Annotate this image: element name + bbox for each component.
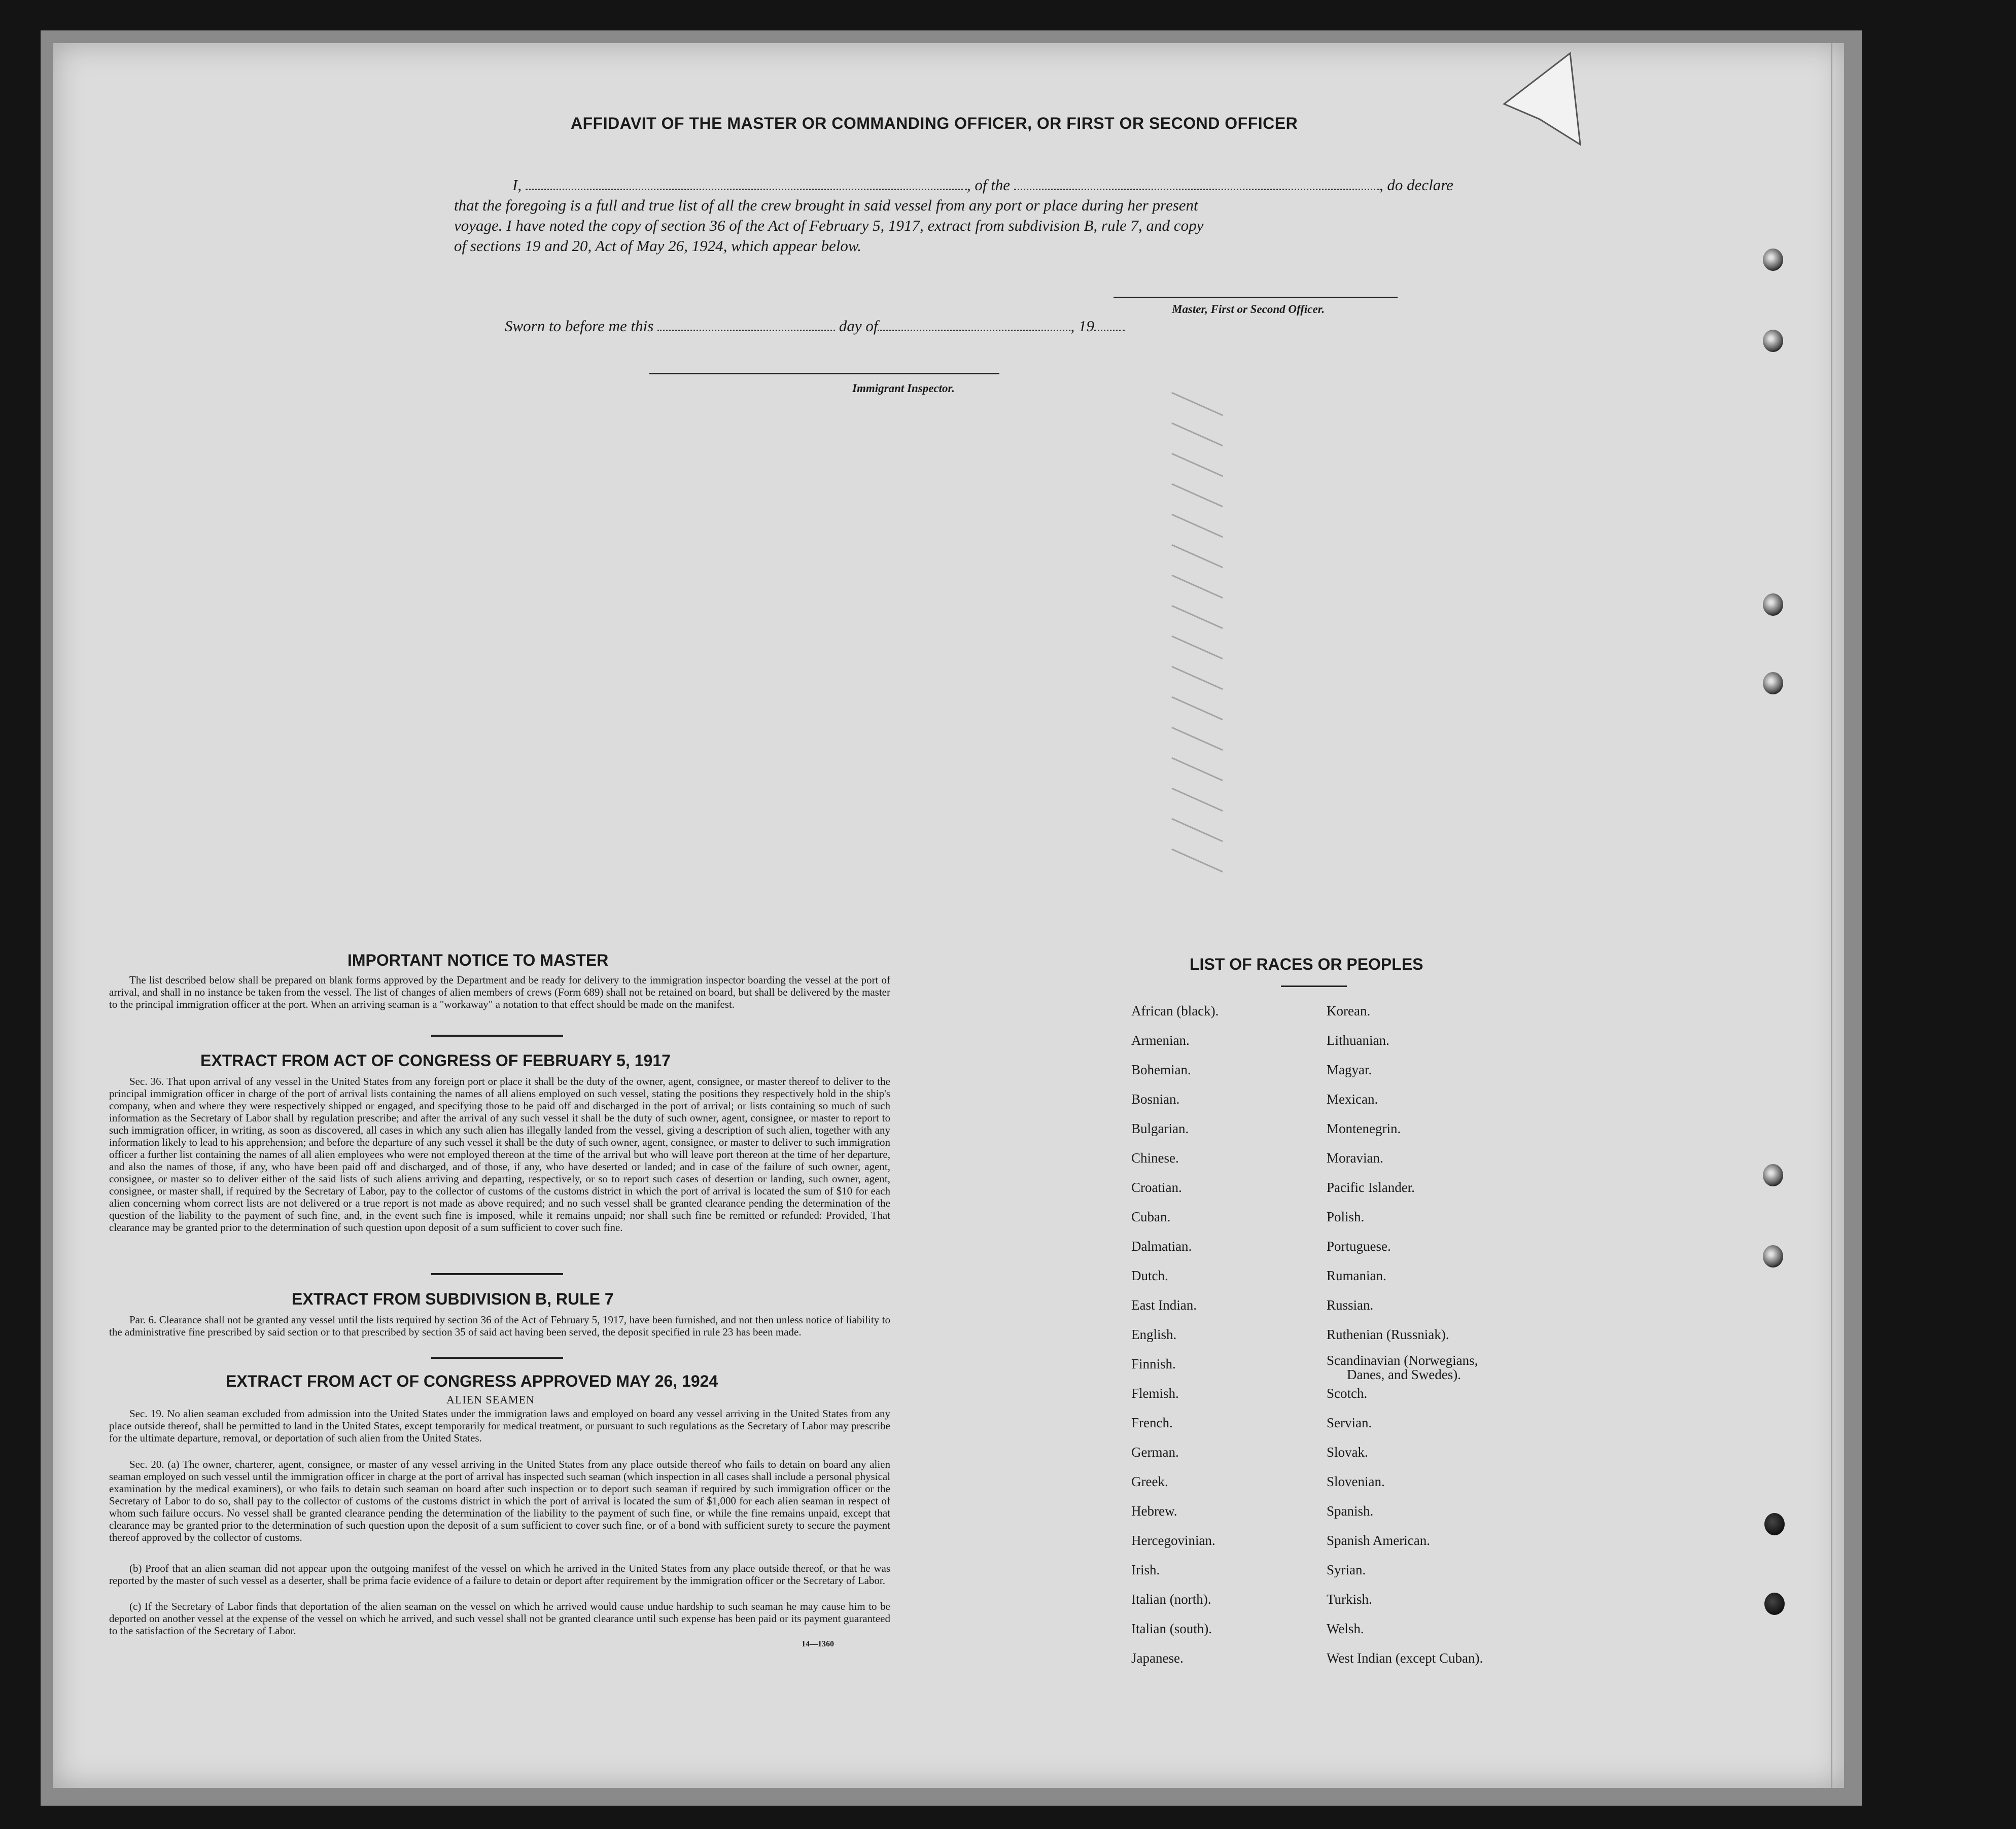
name-blank <box>526 189 967 190</box>
torn-corner-icon <box>1494 43 1595 160</box>
transfer-mark <box>1171 605 1223 629</box>
race-right: Scandinavian (Norwegians, <box>1327 1353 1478 1368</box>
transfer-mark <box>1171 514 1223 538</box>
race-left: Irish. <box>1131 1562 1160 1577</box>
rule7-text: Par. 6. Clearance shall not be granted any vessel until the lists required by section 36 of the Act of February 5, 1917, have been furnished, and not then unless notice of liability to the administrative fine prescribed by said section or to that prescribed by section 35 of said act having been served, the deposit specified in rule 23 has been made. <box>109 1314 890 1338</box>
race-left: Croatian. <box>1131 1180 1182 1195</box>
master-signature-line <box>1114 297 1398 298</box>
affidavit-i: I, <box>512 176 522 194</box>
affidavit-title: AFFIDAVIT OF THE MASTER OR COMMANDING OFFICER, OR FIRST OR SECOND OFFICER <box>571 114 1298 132</box>
extract-1917-text: Sec. 36. That upon arrival of any vessel in the United States from any foreign port or place it shall be the duty of the owner, agent, consignee, or master thereof to deliver to the principal immigration officer in charge of the port of arrival lists containing the names of all aliens employed on such vessel, stating the positions they respectively hold in the ship's company, when and where they were respectively shipped or engaged, and specifying those to be paid off and discharged in the port of arrival; or lists containing so much of such information as the Secretary of Labor shall by regulation prescribe; and after the arrival of any such vessel it shall be the duty of such owner, agent, consignee, or master to report to such immigration officer, in writing, as soon as discovered, all cases in which any such alien has illegally landed from the vessel, giving a description of such alien, together with any information likely to lead to his apprehension; and before the departure of any such vessel it shall be the duty of such owner, agent, consignee, or master to deliver to such immigration officer a further list containing the names of all alien employees who were not employed thereon at the time of the arrival but who will leave port thereon at the time of her departure, and also the names of those, if any, who have been paid off and discharged, and of those, if any, who have deserted or landed; and in case of the failure of such owner, agent, consignee, or master so to deliver either of the said lists of such aliens arriving and departing, respectively, or so to report such cases of desertion or landing, such owner, agent, consignee, or master shall, if required by the Secretary of Labor, pay to the collector of customs of the customs district in which the port of arrival is located the sum of $10 for each alien concerning whom correct lists are not delivered or a true report is not made as above required; and no such vessel shall be granted clearance pending the determination of the question of the liability to the payment of such fine, and, in the event such fine is imposed, while it remains unpaid; nor shall such fine be remitted or refunded: Provided, That clearance may be granted prior to the determination of such question upon deposit of a sum sufficient to cover such fine. <box>109 1075 890 1234</box>
transfer-mark <box>1171 636 1223 659</box>
transfer-mark <box>1171 666 1223 690</box>
sec-19-text: Sec. 19. No alien seaman excluded from admission into the United States under the immigration laws and employed on board any vessel arriving in the United States from any place outside thereof, shall be permitted to land in the United States, except temporarily for medical treatment, or pursuant to such regulations as the Secretary of Labor may prescribe for the ultimate departure, removal, or deportation of such alien from the United States. <box>109 1408 890 1444</box>
sworn-month-blank <box>878 330 1070 331</box>
race-right: Russian. <box>1327 1297 1374 1313</box>
race-left: East Indian. <box>1131 1297 1197 1313</box>
divider <box>431 1273 563 1275</box>
sheet-edge <box>1831 43 1832 1788</box>
race-right: Welsh. <box>1327 1621 1364 1636</box>
notice-text: The list described below shall be prepared on blank forms approved by the Department and be ready for delivery to the immigration inspector boarding the vessel at the port of arrival, and shall in no instance be taken from the vessel. The list of changes of alien members of crews (Form 689) shall not be retained on board, but shall be delivered by the master to the principal immigration officer at the port. When an arriving seaman is a "workaway" a notation to that effect should be made on the manifest. <box>109 974 890 1010</box>
sworn-year: , 19 <box>1070 317 1094 335</box>
race-left: Cuban. <box>1131 1209 1171 1224</box>
punch-hole <box>1763 330 1783 352</box>
sworn-prefix: Sworn to before me this <box>505 317 654 335</box>
race-right: Moravian. <box>1327 1150 1383 1166</box>
affidavit-declare: , do declare <box>1379 176 1453 194</box>
transfer-mark <box>1171 423 1223 446</box>
race-left: Bosnian. <box>1131 1092 1180 1107</box>
sec-20a-text: Sec. 20. (a) The owner, charterer, agent, consignee, or master of any vessel arriving in the United States from any place outside thereof who fails to detain on board any alien seaman employed on such vessel until the immigration officer in charge at the port of arrival has inspected such seaman (which inspection in all cases shall include a personal physical examination by the medical examiners), or who fails to detain such seaman on board after such inspection or to deport such seaman if required by such immigration officer or the Secretary of Labor to do so, shall pay to the collector of customs of the customs district in which the port of arrival is located the sum of $1,000 for each alien seaman in respect of whom such failure occurs. No vessel shall be granted clearance pending the determination of the liability to the payment of such fine, or while the fine remains unpaid, except that clearance may be granted prior to the determination of such question upon the deposit of a sum sufficient to cover such fine, or of a bond with sufficient surety to secure the payment thereof approved by the collector of customs. <box>109 1458 890 1543</box>
race-left: Bulgarian. <box>1131 1121 1189 1136</box>
punch-hole <box>1763 593 1783 616</box>
race-left: Bohemian. <box>1131 1062 1191 1077</box>
race-right: Portuguese. <box>1327 1239 1391 1254</box>
race-right: Korean. <box>1327 1003 1371 1018</box>
race-right: Polish. <box>1327 1209 1365 1224</box>
race-left: African (black). <box>1131 1003 1219 1018</box>
race-right: Ruthenian (Russniak). <box>1327 1327 1449 1342</box>
punch-hole <box>1763 249 1783 271</box>
race-right: Pacific Islander. <box>1327 1180 1415 1195</box>
race-left: Hercegovinian. <box>1131 1533 1215 1548</box>
punch-hole <box>1763 672 1783 694</box>
notice-title: IMPORTANT NOTICE TO MASTER <box>347 951 609 969</box>
races-divider <box>1281 986 1347 987</box>
rule7-title: EXTRACT FROM SUBDIVISION B, RULE 7 <box>292 1290 614 1308</box>
race-left: Hebrew. <box>1131 1503 1177 1519</box>
transfer-mark <box>1171 453 1223 477</box>
punch-hole <box>1764 1593 1785 1615</box>
race-right: Slovenian. <box>1327 1474 1385 1489</box>
race-left: Italian (south). <box>1131 1621 1212 1636</box>
alien-seamen-subtitle: ALIEN SEAMEN <box>446 1393 535 1406</box>
affidavit-of-the: , of the <box>966 176 1011 194</box>
race-right: Scotch. <box>1327 1386 1368 1401</box>
race-right: Montenegrin. <box>1327 1121 1401 1136</box>
transfer-mark <box>1171 788 1223 812</box>
sec-20c-text: (c) If the Secretary of Labor finds that deportation of the alien seaman on the vessel on which he arrived would cause undue hardship to such seaman he may cause him to be deported on another vessel at the expense of the vessel on which he arrived, and such vessel shall not be granted clearance until such expense has been paid or its payment guaranteed to the satisfaction of the Secretary of Labor. <box>109 1600 890 1637</box>
race-right: Syrian. <box>1327 1562 1366 1577</box>
sworn-line <box>505 317 1125 335</box>
master-signature-caption: Master, First or Second Officer. <box>1172 303 1325 315</box>
extract-1924-title: EXTRACT FROM ACT OF CONGRESS APPROVED MAY 26, 1924 <box>226 1372 718 1390</box>
race-left: Dutch. <box>1131 1268 1168 1283</box>
affidavit-line-4: of sections 19 and 20, Act of May 26, 1924, which appear below. <box>454 237 862 255</box>
transfer-mark <box>1171 727 1223 751</box>
divider <box>431 1357 563 1359</box>
race-left: Greek. <box>1131 1474 1168 1489</box>
transfer-mark <box>1171 575 1223 599</box>
race-left: Flemish. <box>1131 1386 1179 1401</box>
race-left: Dalmatian. <box>1131 1239 1192 1254</box>
race-right: Rumanian. <box>1327 1268 1386 1283</box>
race-right: West Indian (except Cuban). <box>1327 1650 1483 1666</box>
races-title: LIST OF RACES OR PEOPLES <box>1190 955 1423 973</box>
punch-hole <box>1764 1513 1785 1535</box>
sworn-date-blank <box>657 330 835 331</box>
race-right: Magyar. <box>1327 1062 1372 1077</box>
inspector-signature-line <box>649 373 999 374</box>
transfer-mark <box>1171 818 1223 842</box>
race-right: Lithuanian. <box>1327 1033 1389 1048</box>
punch-hole <box>1763 1164 1783 1186</box>
sworn-year-blank <box>1094 330 1125 331</box>
sworn-day-of: day of <box>839 317 878 335</box>
transfer-mark <box>1171 544 1223 568</box>
affidavit-line-3: voyage. I have noted the copy of section 36 of the Act of February 5, 1917, extract from subdivision B, rule 7, and copy <box>454 217 1204 234</box>
race-right: Mexican. <box>1327 1092 1378 1107</box>
race-left: Finnish. <box>1131 1356 1176 1371</box>
race-right-continued: Danes, and Swedes). <box>1347 1367 1461 1382</box>
race-left: German. <box>1131 1445 1179 1460</box>
punch-hole <box>1763 1245 1783 1268</box>
transfer-mark <box>1171 849 1223 872</box>
vessel-blank <box>1014 189 1379 190</box>
race-left: Italian (north). <box>1131 1592 1211 1607</box>
race-right: Turkish. <box>1327 1592 1372 1607</box>
race-right: Slovak. <box>1327 1445 1368 1460</box>
form-sheet <box>53 43 1844 1788</box>
race-left: Japanese. <box>1131 1650 1184 1666</box>
inspector-caption: Immigrant Inspector. <box>852 382 955 395</box>
transfer-mark <box>1171 696 1223 720</box>
race-right: Spanish American. <box>1327 1533 1430 1548</box>
race-left: Chinese. <box>1131 1150 1179 1166</box>
form-number: 14—1360 <box>802 1640 834 1648</box>
race-left: Armenian. <box>1131 1033 1190 1048</box>
extract-1917-title: EXTRACT FROM ACT OF CONGRESS OF FEBRUARY 5, 1917 <box>200 1051 671 1070</box>
race-left: English. <box>1131 1327 1177 1342</box>
affidavit-line-1 <box>512 176 1453 194</box>
race-right: Spanish. <box>1327 1503 1374 1519</box>
affidavit-line-2: that the foregoing is a full and true list of all the crew brought in said vessel from any port or place during her present <box>454 196 1198 214</box>
transfer-mark <box>1171 757 1223 781</box>
divider <box>431 1035 563 1037</box>
transfer-mark <box>1171 483 1223 507</box>
transfer-mark <box>1171 392 1223 416</box>
sec-20b-text: (b) Proof that an alien seaman did not appear upon the outgoing manifest of the vessel on which he arrived in the United States from any place outside thereof, or that he was reported by the master of such vessel as a deserter, shall be prima facie evidence of a failure to detain or deport after requirement by the immigration officer or the Secretary of Labor. <box>109 1562 890 1587</box>
race-left: French. <box>1131 1415 1173 1430</box>
race-right: Servian. <box>1327 1415 1372 1430</box>
